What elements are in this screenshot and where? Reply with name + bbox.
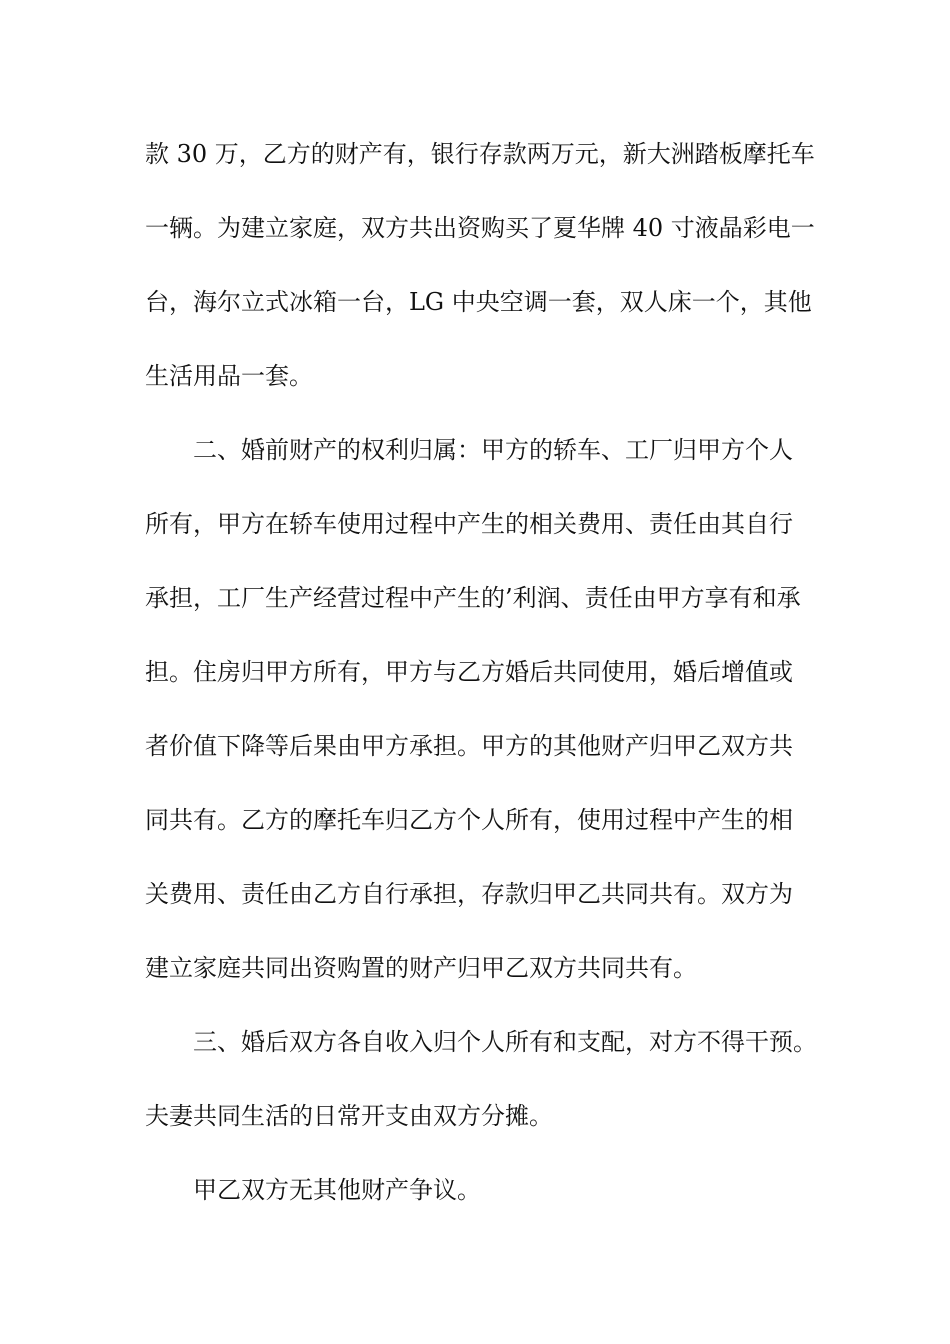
text-line: 承担，工厂生产经营过程中产生的’利润、责任由甲方享有和承 xyxy=(145,584,801,612)
paragraph-three-first-line: 三、婚后双方各自收入归个人所有和支配，对方不得干预。 xyxy=(193,1028,817,1056)
text-line: 者价值下降等后果由甲方承担。甲方的其他财产归甲乙双方共 xyxy=(145,732,793,760)
text-line: 关费用、责任由乙方自行承担，存款归甲乙共同共有。双方为 xyxy=(145,880,793,908)
text-line: 台，海尔立式冰箱一台，LG 中央空调一套，双人床一个，其他 xyxy=(145,288,812,316)
text-line: 担。住房归甲方所有，甲方与乙方婚后共同使用，婚后增值或 xyxy=(145,658,793,686)
text-line: 夫妻共同生活的日常开支由双方分摊。 xyxy=(145,1102,553,1130)
text-line: 同共有。乙方的摩托车归乙方个人所有，使用过程中产生的相 xyxy=(145,806,793,834)
closing-statement: 甲乙双方无其他财产争议。 xyxy=(193,1176,481,1204)
text-line: 所有，甲方在轿车使用过程中产生的相关费用、责任由其自行 xyxy=(145,510,793,538)
paragraph-two-first-line: 二、婚前财产的权利归属：甲方的轿车、工厂归甲方个人 xyxy=(193,436,793,464)
text-line: 建立家庭共同出资购置的财产归甲乙双方共同共有。 xyxy=(145,954,697,982)
text-line: 生活用品一套。 xyxy=(145,362,313,390)
text-line: 一辆。为建立家庭，双方共出资购买了夏华牌 40 寸液晶彩电一 xyxy=(145,214,815,242)
text-line: 款 30 万，乙方的财产有，银行存款两万元，新大洲踏板摩托车 xyxy=(145,140,815,168)
